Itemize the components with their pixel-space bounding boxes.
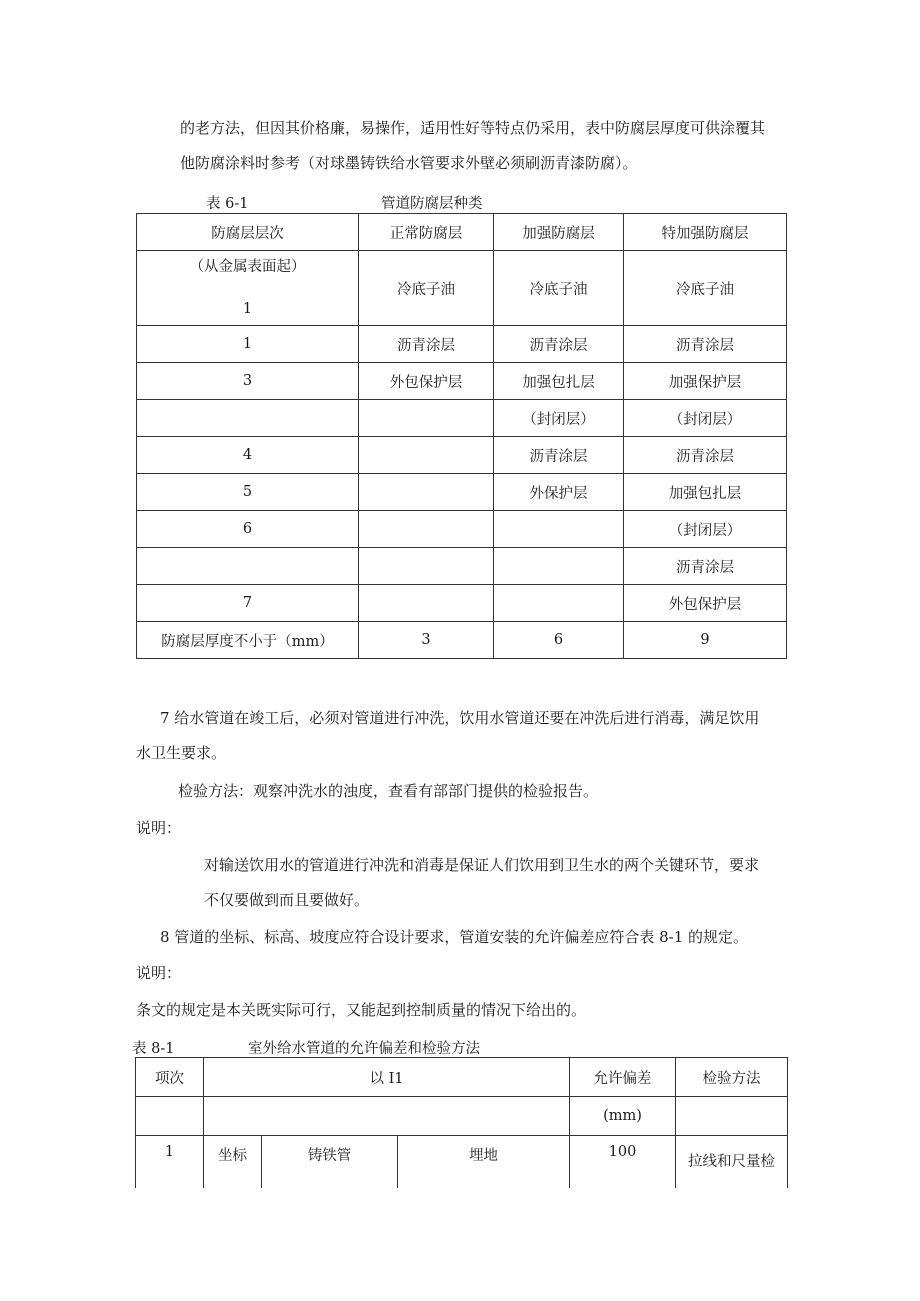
section7-line-1: 7 给水管道在竣工后，必须对管道进行冲洗，饮用水管道还要在冲洗后进行消毒，满足饮用 [160, 709, 760, 727]
table-row [137, 437, 787, 474]
table-row [137, 548, 787, 585]
table-cell: 3 [359, 622, 494, 659]
table1-title: 管道防腐层种类 [381, 196, 483, 212]
table-cell: 6 [137, 511, 359, 548]
table-row [137, 511, 787, 548]
table-cell [359, 474, 494, 511]
table-cell: 1 [136, 1136, 204, 1189]
table-cell: 加强包扎层 [494, 363, 624, 400]
section7-note-label: 说明： [136, 819, 182, 837]
header-cell [676, 1097, 788, 1136]
table-cell [137, 251, 359, 326]
table-cell: 加强保护层 [624, 363, 787, 400]
header-cell: 特加强防腐层 [624, 214, 787, 251]
table-row [137, 474, 787, 511]
section7-method: 检验方法：观察冲洗水的浊度，查看有部部门提供的检验报告。 [178, 782, 599, 800]
table-cell: 防腐层厚度不小于（mm） [137, 622, 359, 659]
table-cell: 冷底子油 [494, 251, 624, 326]
section8-note-line-1: 条文的规定是本关既实际可行，又能起到控制质量的情况下给出的。 [136, 1001, 587, 1019]
table-cell: 外包保护层 [624, 585, 787, 622]
table-cell: 埋地 [398, 1136, 570, 1189]
table-cell: 冷底子油 [359, 251, 494, 326]
table-cell [359, 585, 494, 622]
table-cell: 加强包扎层 [624, 474, 787, 511]
table1-label: 表 6-1 [206, 196, 249, 212]
table-cell: 外保护层 [494, 474, 624, 511]
table-cell: 沥青涂层 [624, 437, 787, 474]
table-cell: 冷底子油 [624, 251, 787, 326]
header-cell: 正常防腐层 [359, 214, 494, 251]
table-cell: 3 [137, 363, 359, 400]
table-cell: 沥青涂层 [624, 548, 787, 585]
table-cell [359, 437, 494, 474]
intro-line-1: 的老方法，但因其价格廉，易操作，适用性好等特点仍采用，表中防腐层厚度可供涂覆其 [180, 119, 766, 137]
table-cell: 外包保护层 [359, 363, 494, 400]
section7-note-line-2: 不仅要做到而且要做好。 [204, 891, 370, 909]
table-row [137, 400, 787, 437]
table-header-row [136, 1058, 788, 1097]
header-cell: 以 I1 [204, 1058, 570, 1097]
table-row [137, 251, 787, 326]
header-cell: 项次 [136, 1058, 204, 1097]
tolerance-table [135, 1057, 788, 1188]
table-cell: 沥青涂层 [359, 326, 494, 363]
table-cell: 沥青涂层 [624, 326, 787, 363]
table-header-row [137, 214, 787, 251]
table-cell: 9 [624, 622, 787, 659]
table-cell [494, 511, 624, 548]
table-row [137, 326, 787, 363]
table-cell: （封闭层） [624, 511, 787, 548]
table-cell [494, 548, 624, 585]
header-cell: (mm) [570, 1097, 676, 1136]
table-header-row [136, 1097, 788, 1136]
table-cell: 4 [137, 437, 359, 474]
table-cell [137, 400, 359, 437]
table-cell [137, 548, 359, 585]
cell-line: （从金属表面起） [189, 259, 306, 275]
table2-title: 室外给水管道的允许偏差和检验方法 [248, 1041, 480, 1057]
table2-label: 表 8-1 [132, 1041, 175, 1057]
table-cell: 100 [570, 1136, 676, 1189]
table-row [137, 585, 787, 622]
table-cell: 6 [494, 622, 624, 659]
header-cell [136, 1097, 204, 1136]
section8-line-1: 8 管道的坐标、标高、坡度应符合设计要求，管道安装的允许偏差应符合表 8-1 的规定。 [160, 928, 749, 946]
table-cell: 沥青涂层 [494, 437, 624, 474]
header-cell: 加强防腐层 [494, 214, 624, 251]
table-cell [359, 400, 494, 437]
table-cell: 坐标 [204, 1136, 262, 1189]
section8-note-label: 说明： [136, 964, 182, 982]
header-cell [204, 1097, 570, 1136]
table-cell: 1 [137, 326, 359, 363]
header-cell: 防腐层层次 [137, 214, 359, 251]
table-cell: （封闭层） [494, 400, 624, 437]
header-cell: 检验方法 [676, 1058, 788, 1097]
table-cell: 沥青涂层 [494, 326, 624, 363]
table-cell: 拉线和尺量检 [676, 1136, 788, 1189]
table-cell [359, 511, 494, 548]
cell-line: 1 [242, 301, 253, 317]
table-cell: 铸铁管 [262, 1136, 398, 1189]
table-cell [359, 548, 494, 585]
table-cell: 5 [137, 474, 359, 511]
header-cell: 允许偏差 [570, 1058, 676, 1097]
table-cell: 7 [137, 585, 359, 622]
table-row [137, 363, 787, 400]
table-cell [494, 585, 624, 622]
table-row [137, 622, 787, 659]
table-cell: （封闭层） [624, 400, 787, 437]
intro-line-2: 他防腐涂料时参考（对球墨铸铁给水管要求外壁必须刷沥青漆防腐）。 [180, 154, 638, 172]
corrosion-layer-table [136, 213, 787, 659]
section7-note-line-1: 对输送饮用水的管道进行冲洗和消毒是保证人们饮用到卫生水的两个关键环节，要求 [204, 856, 760, 874]
table-row [136, 1136, 788, 1189]
section7-line-2: 水卫生要求。 [136, 744, 227, 762]
